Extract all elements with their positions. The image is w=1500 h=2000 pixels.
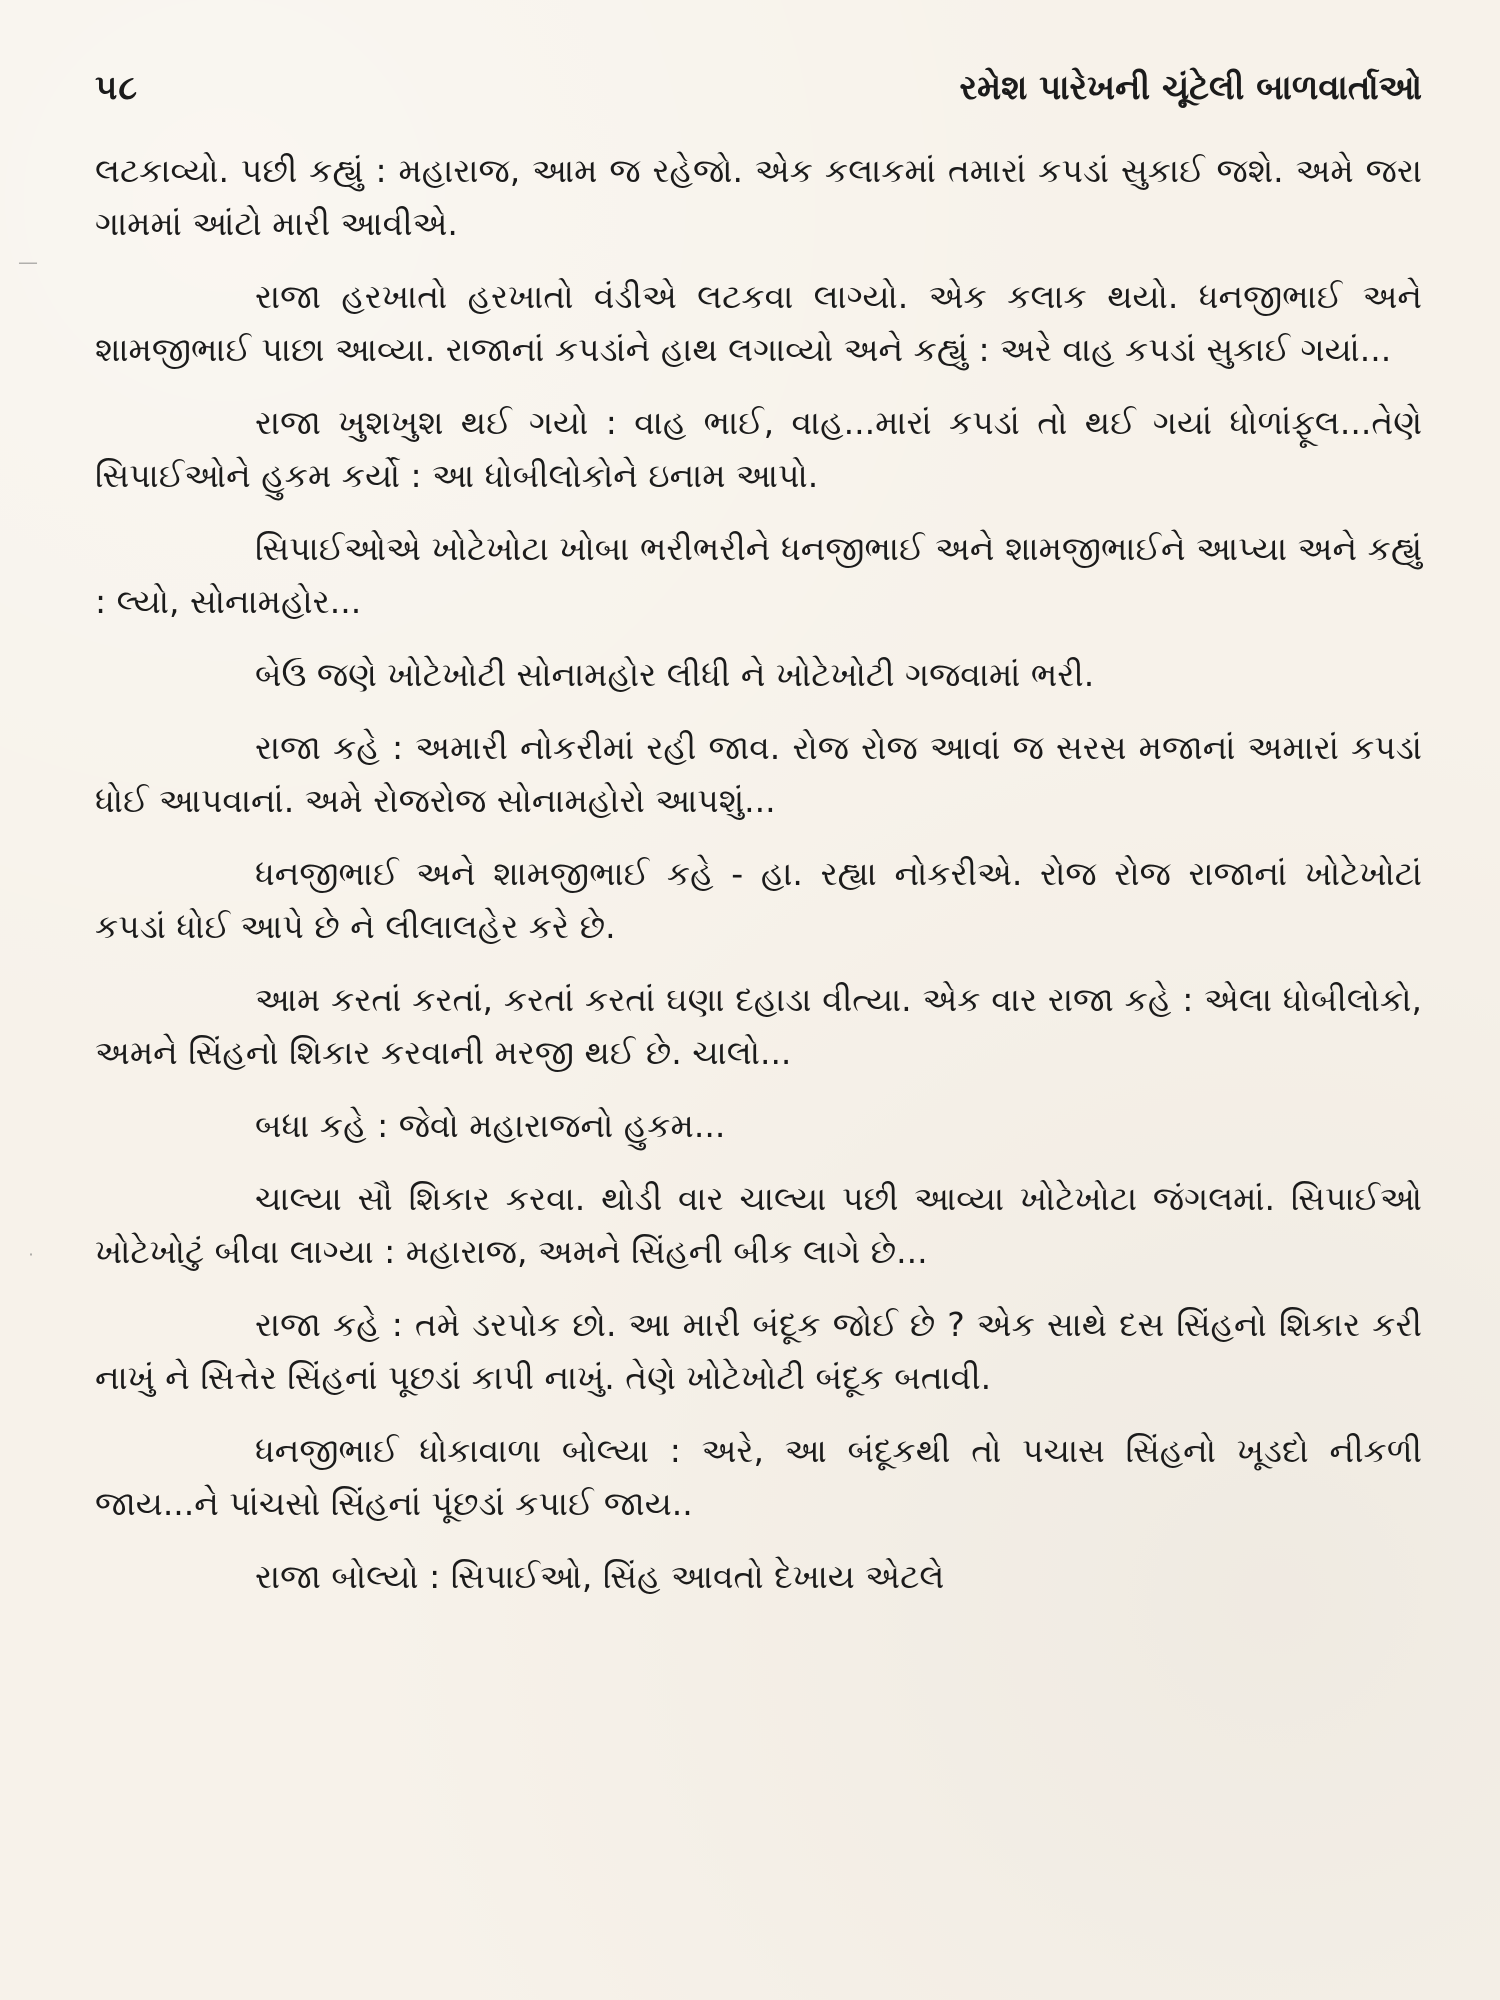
paragraph: ચાલ્યા સૌ શિકાર કરવા. થોડી વાર ચાલ્યા પછી આવ્યા ખોટેખોટા જંગલમાં. સિપાઈઓ ખોટેખોટું બીવા લાગ્યા : મહારાજ, અમને સિંહની બીક લાગે છે...	[95, 1179, 1422, 1271]
paragraph: રાજા હરખાતો હરખાતો વંડીએ લટકવા લાગ્યો. એક કલાક થયો. ધનજીભાઈ અને શામજીભાઈ પાછા આવ્યા. રાજાનાં કપડાંને હાથ લગાવ્યો અને કહ્યું : અરે વાહ કપડાં સુકાઈ ગયાં...	[95, 277, 1422, 369]
paragraph: બેઉ જણે ખોટેખોટી સોનામહોર લીધી ને ખોટેખોટી ગજવામાં ભરી.	[255, 655, 1095, 694]
paragraph: રાજા કહે : અમારી નોકરીમાં રહી જાવ. રોજ રોજ આવાં જ સરસ મજાનાં અમારાં કપડાં ધોઈ આપવાનાં. અમે રોજરોજ સોનામહોરો આપશું...	[95, 728, 1422, 820]
scan-mark: ˙	[26, 1250, 36, 1274]
paragraph: આમ કરતાં કરતાં, કરતાં કરતાં ઘણા દહાડા વીત્યા. એક વાર રાજા કહે : એલા ધોબીલોકો, અમને સિંહનો શિકાર કરવાની મરજી થઈ છે. ચાલો...	[95, 980, 1422, 1072]
paragraph: ધનજીભાઈ અને શામજીભાઈ કહે - હા. રહ્યા નોકરીએ. રોજ રોજ રાજાનાં ખોટેખોટાં કપડાં ધોઈ આપે છે ને લીલાલહેર કરે છે.	[95, 854, 1422, 946]
book-title: રમેશ પારેખની ચૂંટેલી બાળવાર્તાઓ	[959, 68, 1422, 108]
story-text	[95, 144, 1422, 1603]
paragraph: રાજા ખુશખુશ થઈ ગયો : વાહ ભાઈ, વાહ...મારાં કપડાં તો થઈ ગયાં ધોળાંફૂલ...તેણે સિપાઈઓને હુકમ કર્યો : આ ધોબીલોકોને ઇનામ આપો.	[95, 403, 1422, 495]
page-header	[95, 68, 1422, 126]
paragraph: સિપાઈઓએ ખોટેખોટા ખોબા ભરીભરીને ધનજીભાઈ અને શામજીભાઈને આપ્યા અને કહ્યું : લ્યો, સોનામહોર...	[95, 529, 1422, 621]
page-number: ૫૮	[95, 68, 139, 108]
paragraph: બધા કહે : જેવો મહારાજનો હુકમ...	[255, 1106, 726, 1145]
paragraph: રાજા કહે : તમે ડરપોક છો. આ મારી બંદૂક જોઈ છે ? એક સાથે દસ સિંહનો શિકાર કરી નાખું ને સિત્તેર સિંહનાં પૂછડાં કાપી નાખું. તેણે ખોટેખોટી બંદૂક બતાવી.	[95, 1305, 1422, 1397]
paragraph: રાજા બોલ્યો : સિપાઈઓ, સિંહ આવતો દેખાય એટલે	[255, 1557, 945, 1596]
paragraph: ધનજીભાઈ ધોકાવાળા બોલ્યા : અરે, આ બંદૂકથી તો પચાસ સિંહનો ખૂડદો નીકળી જાય...ને પાંચસો સિંહનાં પૂંછડાં કપાઈ જાય..	[95, 1431, 1422, 1523]
paragraph: લટકાવ્યો. પછી કહ્યું : મહારાજ, આમ જ રહેજો. એક કલાકમાં તમારાં કપડાં સુકાઈ જશે. અમે જરા ગામમાં આંટો મારી આવીએ.	[95, 151, 1422, 243]
scan-mark: —	[18, 250, 38, 274]
